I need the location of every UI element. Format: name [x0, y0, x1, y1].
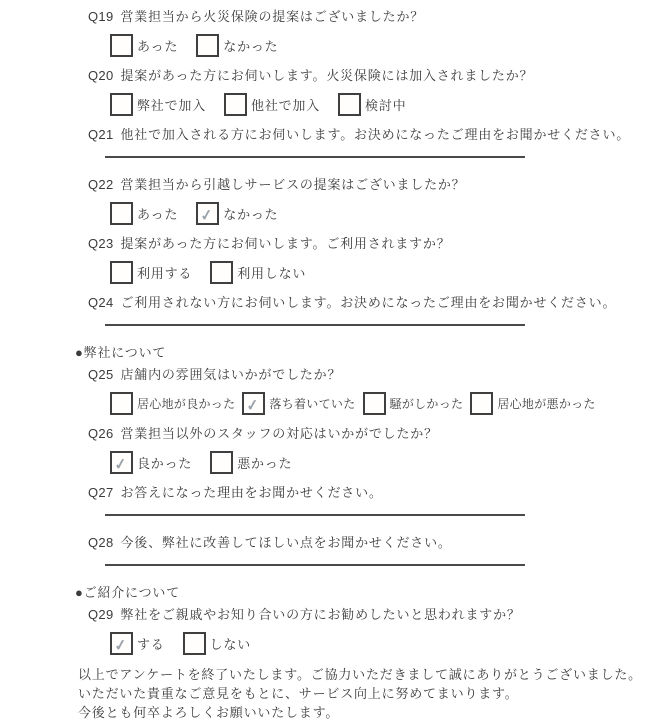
checkmark-icon: ✓ — [245, 396, 261, 415]
checkbox[interactable] — [110, 632, 133, 655]
checkbox[interactable] — [110, 93, 133, 116]
question-label: お答えになった理由をお聞かせください。 — [120, 485, 383, 500]
question-label: 店舗内の雰囲気はいかがでしたか？ — [120, 367, 342, 382]
section-heading-referral: ●ご紹介について — [75, 585, 180, 600]
question-text — [88, 484, 642, 502]
question-number: Q24 — [88, 295, 114, 310]
closing-line: 以上でアンケートを終了いたします。ご協力いただきまして誠にありがとうございました。 — [78, 667, 642, 682]
checkbox-option[interactable] — [110, 93, 206, 116]
checkbox[interactable] — [470, 392, 493, 415]
checkbox-option[interactable] — [338, 93, 406, 116]
question-label: 弊社をご親戚やお知り合いの方にお勧めしたいと思われますか？ — [120, 607, 521, 622]
answer-line-q24[interactable] — [105, 316, 525, 326]
options-row — [110, 93, 642, 116]
checkmark-icon: ✓ — [199, 206, 215, 225]
checkbox-option[interactable] — [110, 632, 165, 655]
option-label: 居心地が良かった — [137, 397, 236, 411]
question-label: 営業担当から火災保険の提案はございましたか？ — [120, 9, 425, 24]
question-text — [88, 606, 642, 624]
checkbox-option[interactable] — [110, 451, 192, 474]
question-q23 — [88, 235, 642, 284]
answer-line-q28[interactable] — [105, 556, 525, 566]
checkbox-option[interactable] — [242, 392, 355, 415]
question-label: 営業担当以外のスタッフの対応はいかがでしたか？ — [120, 426, 438, 441]
question-text — [88, 126, 642, 144]
checkbox-option[interactable] — [224, 93, 320, 116]
option-label: する — [137, 637, 165, 652]
question-q27 — [88, 484, 642, 516]
question-text — [88, 176, 642, 194]
question-q26 — [88, 425, 642, 474]
options-row — [110, 202, 642, 225]
question-text — [88, 366, 642, 384]
question-number: Q20 — [88, 68, 114, 83]
option-label: 良かった — [137, 456, 193, 471]
option-label: 利用しない — [237, 266, 307, 281]
question-text — [88, 67, 642, 85]
question-number: Q28 — [88, 535, 114, 550]
question-text — [88, 425, 642, 443]
question-number: Q23 — [88, 236, 114, 251]
checkbox-option[interactable] — [110, 392, 235, 415]
question-q22 — [88, 176, 642, 225]
checkbox-option[interactable] — [110, 202, 178, 225]
checkbox-option[interactable] — [196, 202, 278, 225]
checkbox-option[interactable] — [363, 392, 464, 415]
answer-line-q21[interactable] — [105, 148, 525, 158]
question-number: Q25 — [88, 367, 114, 382]
option-label: あった — [137, 207, 179, 222]
checkbox[interactable] — [110, 261, 133, 284]
checkbox[interactable] — [110, 34, 133, 57]
option-label: あった — [137, 39, 179, 54]
question-q29 — [88, 606, 642, 655]
checkbox[interactable] — [224, 93, 247, 116]
option-label: 利用する — [137, 266, 193, 281]
option-label: 弊社で加入 — [137, 98, 207, 113]
options-row — [110, 451, 642, 474]
question-label: 提案があった方にお伺いします。火災保険には加入されましたか？ — [120, 68, 534, 83]
checkbox-option[interactable] — [183, 632, 251, 655]
options-row — [110, 392, 642, 415]
question-number: Q22 — [88, 177, 114, 192]
checkbox[interactable] — [110, 451, 133, 474]
checkbox[interactable] — [338, 93, 361, 116]
question-text — [88, 294, 642, 312]
checkbox-option[interactable] — [110, 261, 192, 284]
checkbox[interactable] — [242, 392, 265, 415]
question-q21 — [88, 126, 642, 158]
question-number: Q21 — [88, 127, 114, 142]
options-row — [110, 34, 642, 57]
closing-line: 今後とも何卒よろしくお願いいたします。 — [78, 705, 340, 720]
question-text — [88, 534, 642, 552]
question-q28 — [88, 534, 642, 566]
option-label: なかった — [223, 207, 279, 222]
checkbox[interactable] — [196, 202, 219, 225]
question-q20 — [88, 67, 642, 116]
checkbox-option[interactable] — [210, 261, 306, 284]
answer-line-q27[interactable] — [105, 506, 525, 516]
question-q19 — [88, 8, 642, 57]
checkbox-option[interactable] — [110, 34, 178, 57]
question-number: Q29 — [88, 607, 114, 622]
checkbox-option[interactable] — [210, 451, 292, 474]
checkbox[interactable] — [110, 202, 133, 225]
checkmark-icon: ✓ — [112, 455, 129, 474]
options-row — [110, 632, 642, 655]
option-label: 騒がしかった — [389, 397, 464, 411]
question-number: Q27 — [88, 485, 114, 500]
section-heading-company: ●弊社について — [75, 345, 167, 360]
question-label: 営業担当から引越しサービスの提案はございましたか？ — [120, 177, 466, 192]
checkbox-option[interactable] — [196, 34, 278, 57]
option-label: 居心地が悪かった — [497, 397, 596, 411]
checkbox[interactable] — [363, 392, 386, 415]
options-row — [110, 261, 642, 284]
question-q24 — [88, 294, 642, 326]
checkbox[interactable] — [210, 261, 233, 284]
option-label: 他社で加入 — [251, 98, 321, 113]
closing-line: いただいた貴重なご意見をもとに、サービス向上に努めてまいります。 — [78, 686, 519, 701]
option-label: 落ち着いていた — [269, 397, 356, 411]
question-number: Q26 — [88, 426, 114, 441]
option-label: なかった — [223, 39, 279, 54]
checkmark-icon: ✓ — [112, 636, 129, 655]
checkbox[interactable] — [183, 632, 206, 655]
question-label: 今後、弊社に改善してほしい点をお聞かせください。 — [120, 535, 452, 550]
checkbox[interactable] — [196, 34, 219, 57]
option-label: 悪かった — [237, 456, 293, 471]
option-label: しない — [209, 637, 252, 652]
question-text — [88, 8, 642, 26]
option-label: 検討中 — [365, 98, 407, 113]
question-label: 他社で加入される方にお伺いします。お決めになったご理由をお聞かせください。 — [120, 127, 631, 142]
checkbox-option[interactable] — [470, 392, 595, 415]
checkbox[interactable] — [210, 451, 233, 474]
checkbox[interactable] — [110, 392, 133, 415]
question-label: ご利用されない方にお伺いします。お決めになったご理由をお聞かせください。 — [120, 295, 617, 310]
closing-text — [78, 665, 642, 722]
question-label: 提案があった方にお伺いします。ご利用されますか？ — [120, 236, 451, 251]
question-q25 — [88, 366, 642, 415]
question-text — [88, 235, 642, 253]
question-number: Q19 — [88, 9, 114, 24]
